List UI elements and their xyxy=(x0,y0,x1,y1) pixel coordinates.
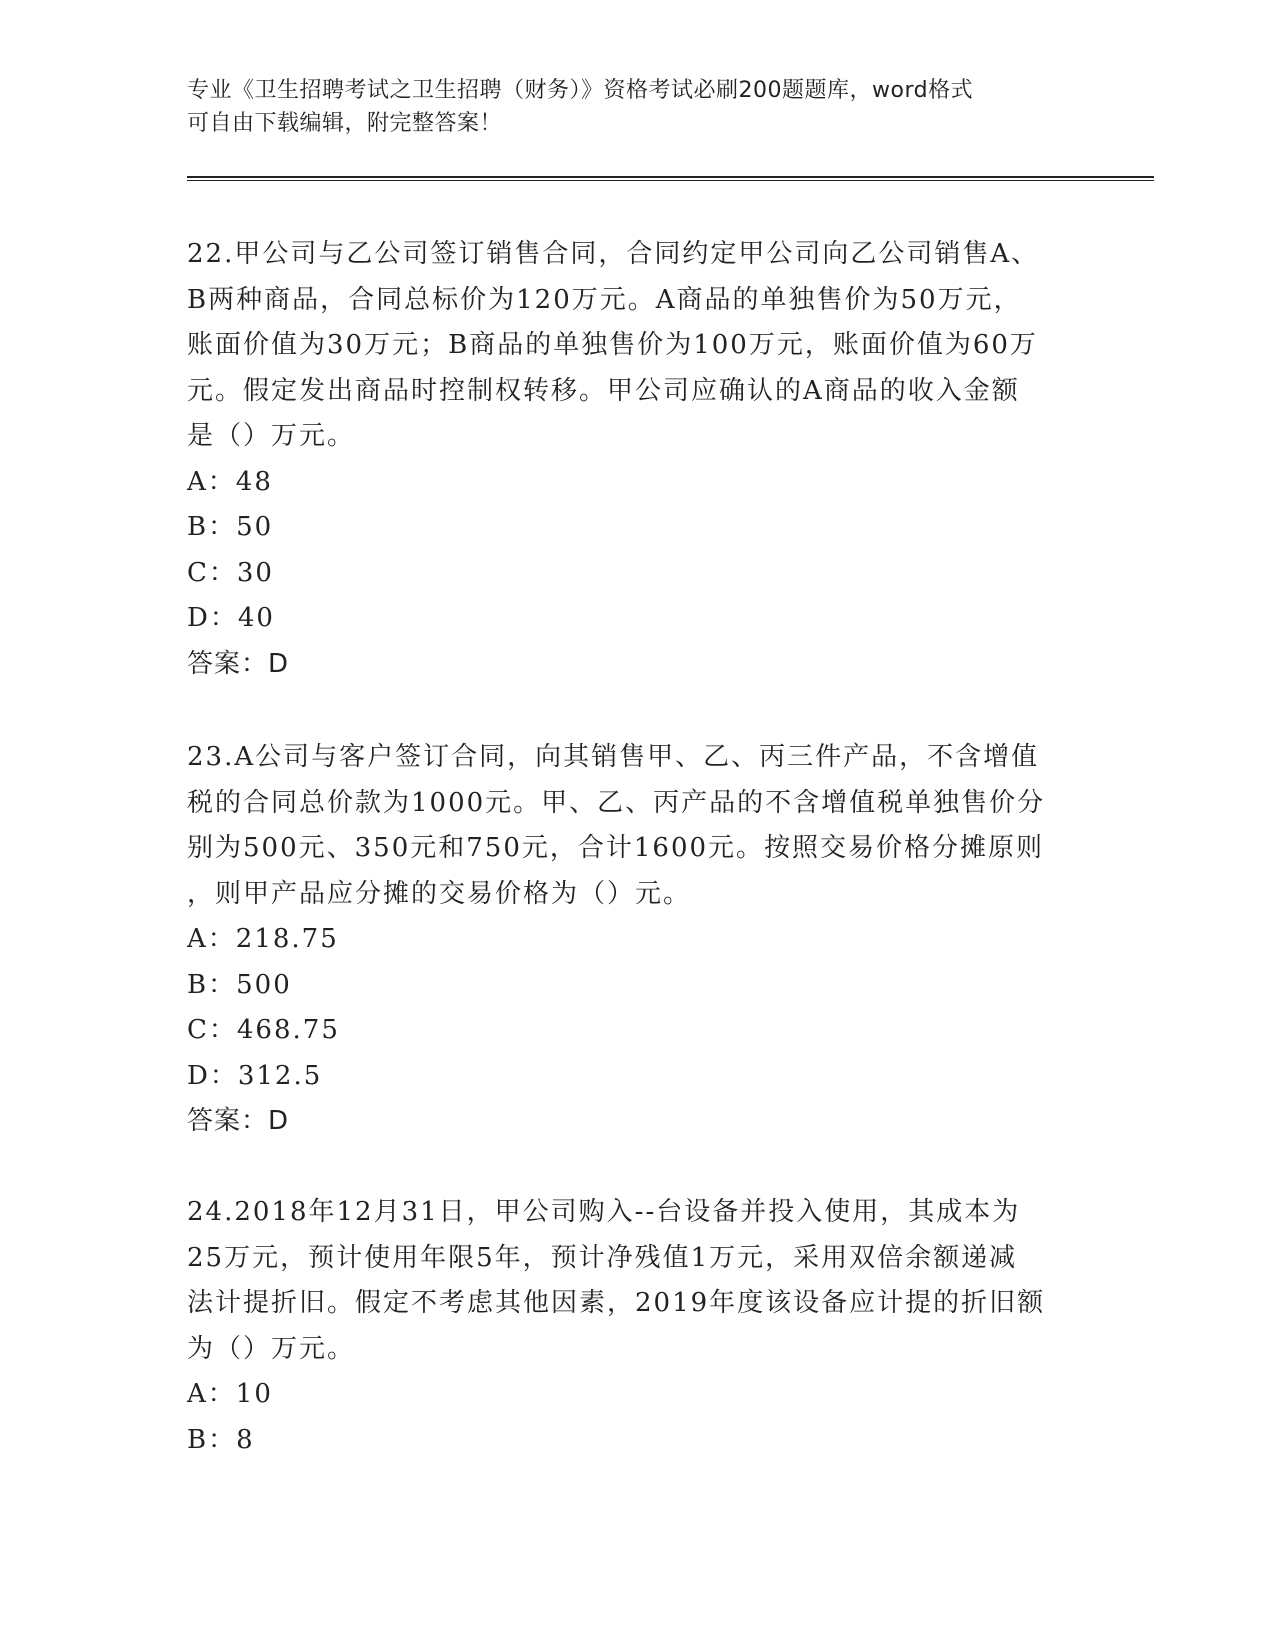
header-divider xyxy=(187,176,1154,181)
option-b: B：8 xyxy=(187,1424,255,1455)
option-c: C：468.75 xyxy=(187,1015,340,1045)
question-text-line: 23.A公司与客户签订合同，向其销售甲、乙、丙三件产品，不含增值 xyxy=(187,742,1040,772)
option-b: B：500 xyxy=(187,969,292,1000)
question-text-line: B两种商品，合同总标价为120万元。A商品的单独售价为50万元， xyxy=(187,284,1022,315)
option-a: A：218.75 xyxy=(187,924,339,954)
question-24 xyxy=(187,1190,1087,1463)
question-22 xyxy=(187,232,1087,687)
option-c: C：30 xyxy=(187,557,274,588)
header-line-2: 可自由下载编辑，附完整答案！ xyxy=(187,111,503,136)
option-a: A：10 xyxy=(187,1379,273,1409)
question-text-line: 别为500元、350元和750元，合计1600元。按照交易价格分摊原则 xyxy=(187,833,1045,863)
question-text-line: 账面价值为30万元；B商品的单独售价为100万元，账面价值为60万 xyxy=(187,330,1038,360)
question-text-line: 22.甲公司与乙公司签订销售合同，合同约定甲公司向乙公司销售A、 xyxy=(187,239,1040,269)
question-text-line: 24.2018年12月31日，甲公司购入--台设备并投入使用，其成本为 xyxy=(187,1197,1021,1227)
question-text-line: 25万元，预计使用年限5年，预计净残值1万元，采用双倍余额递减 xyxy=(187,1242,1018,1273)
question-text-line: ，则甲产品应分摊的交易价格为（）元。 xyxy=(187,878,692,909)
answer: 答案：D xyxy=(187,1106,290,1136)
option-b: B：50 xyxy=(187,512,274,542)
option-d: D：40 xyxy=(187,603,275,633)
question-text-line: 为（）万元。 xyxy=(187,1333,356,1364)
document-header xyxy=(187,74,1067,140)
question-text-line: 是（）万元。 xyxy=(187,421,356,451)
question-23 xyxy=(187,735,1087,1145)
question-text-line: 法计提折旧。假定不考虑其他因素，2019年度该设备应计提的折旧额 xyxy=(187,1288,1046,1318)
question-text-line: 税的合同总价款为1000元。甲、乙、丙产品的不含增值税单独售价分 xyxy=(187,787,1046,818)
header-line-1: 专业《卫生招聘考试之卫生招聘（财务）》资格考试必刷200题题库，word格式 xyxy=(187,78,974,103)
answer: 答案：D xyxy=(187,648,290,679)
question-text-line: 元。假定发出商品时控制权转移。甲公司应确认的A商品的收入金额 xyxy=(187,375,1020,406)
option-a: A：48 xyxy=(187,466,273,497)
option-d: D：312.5 xyxy=(187,1060,323,1091)
